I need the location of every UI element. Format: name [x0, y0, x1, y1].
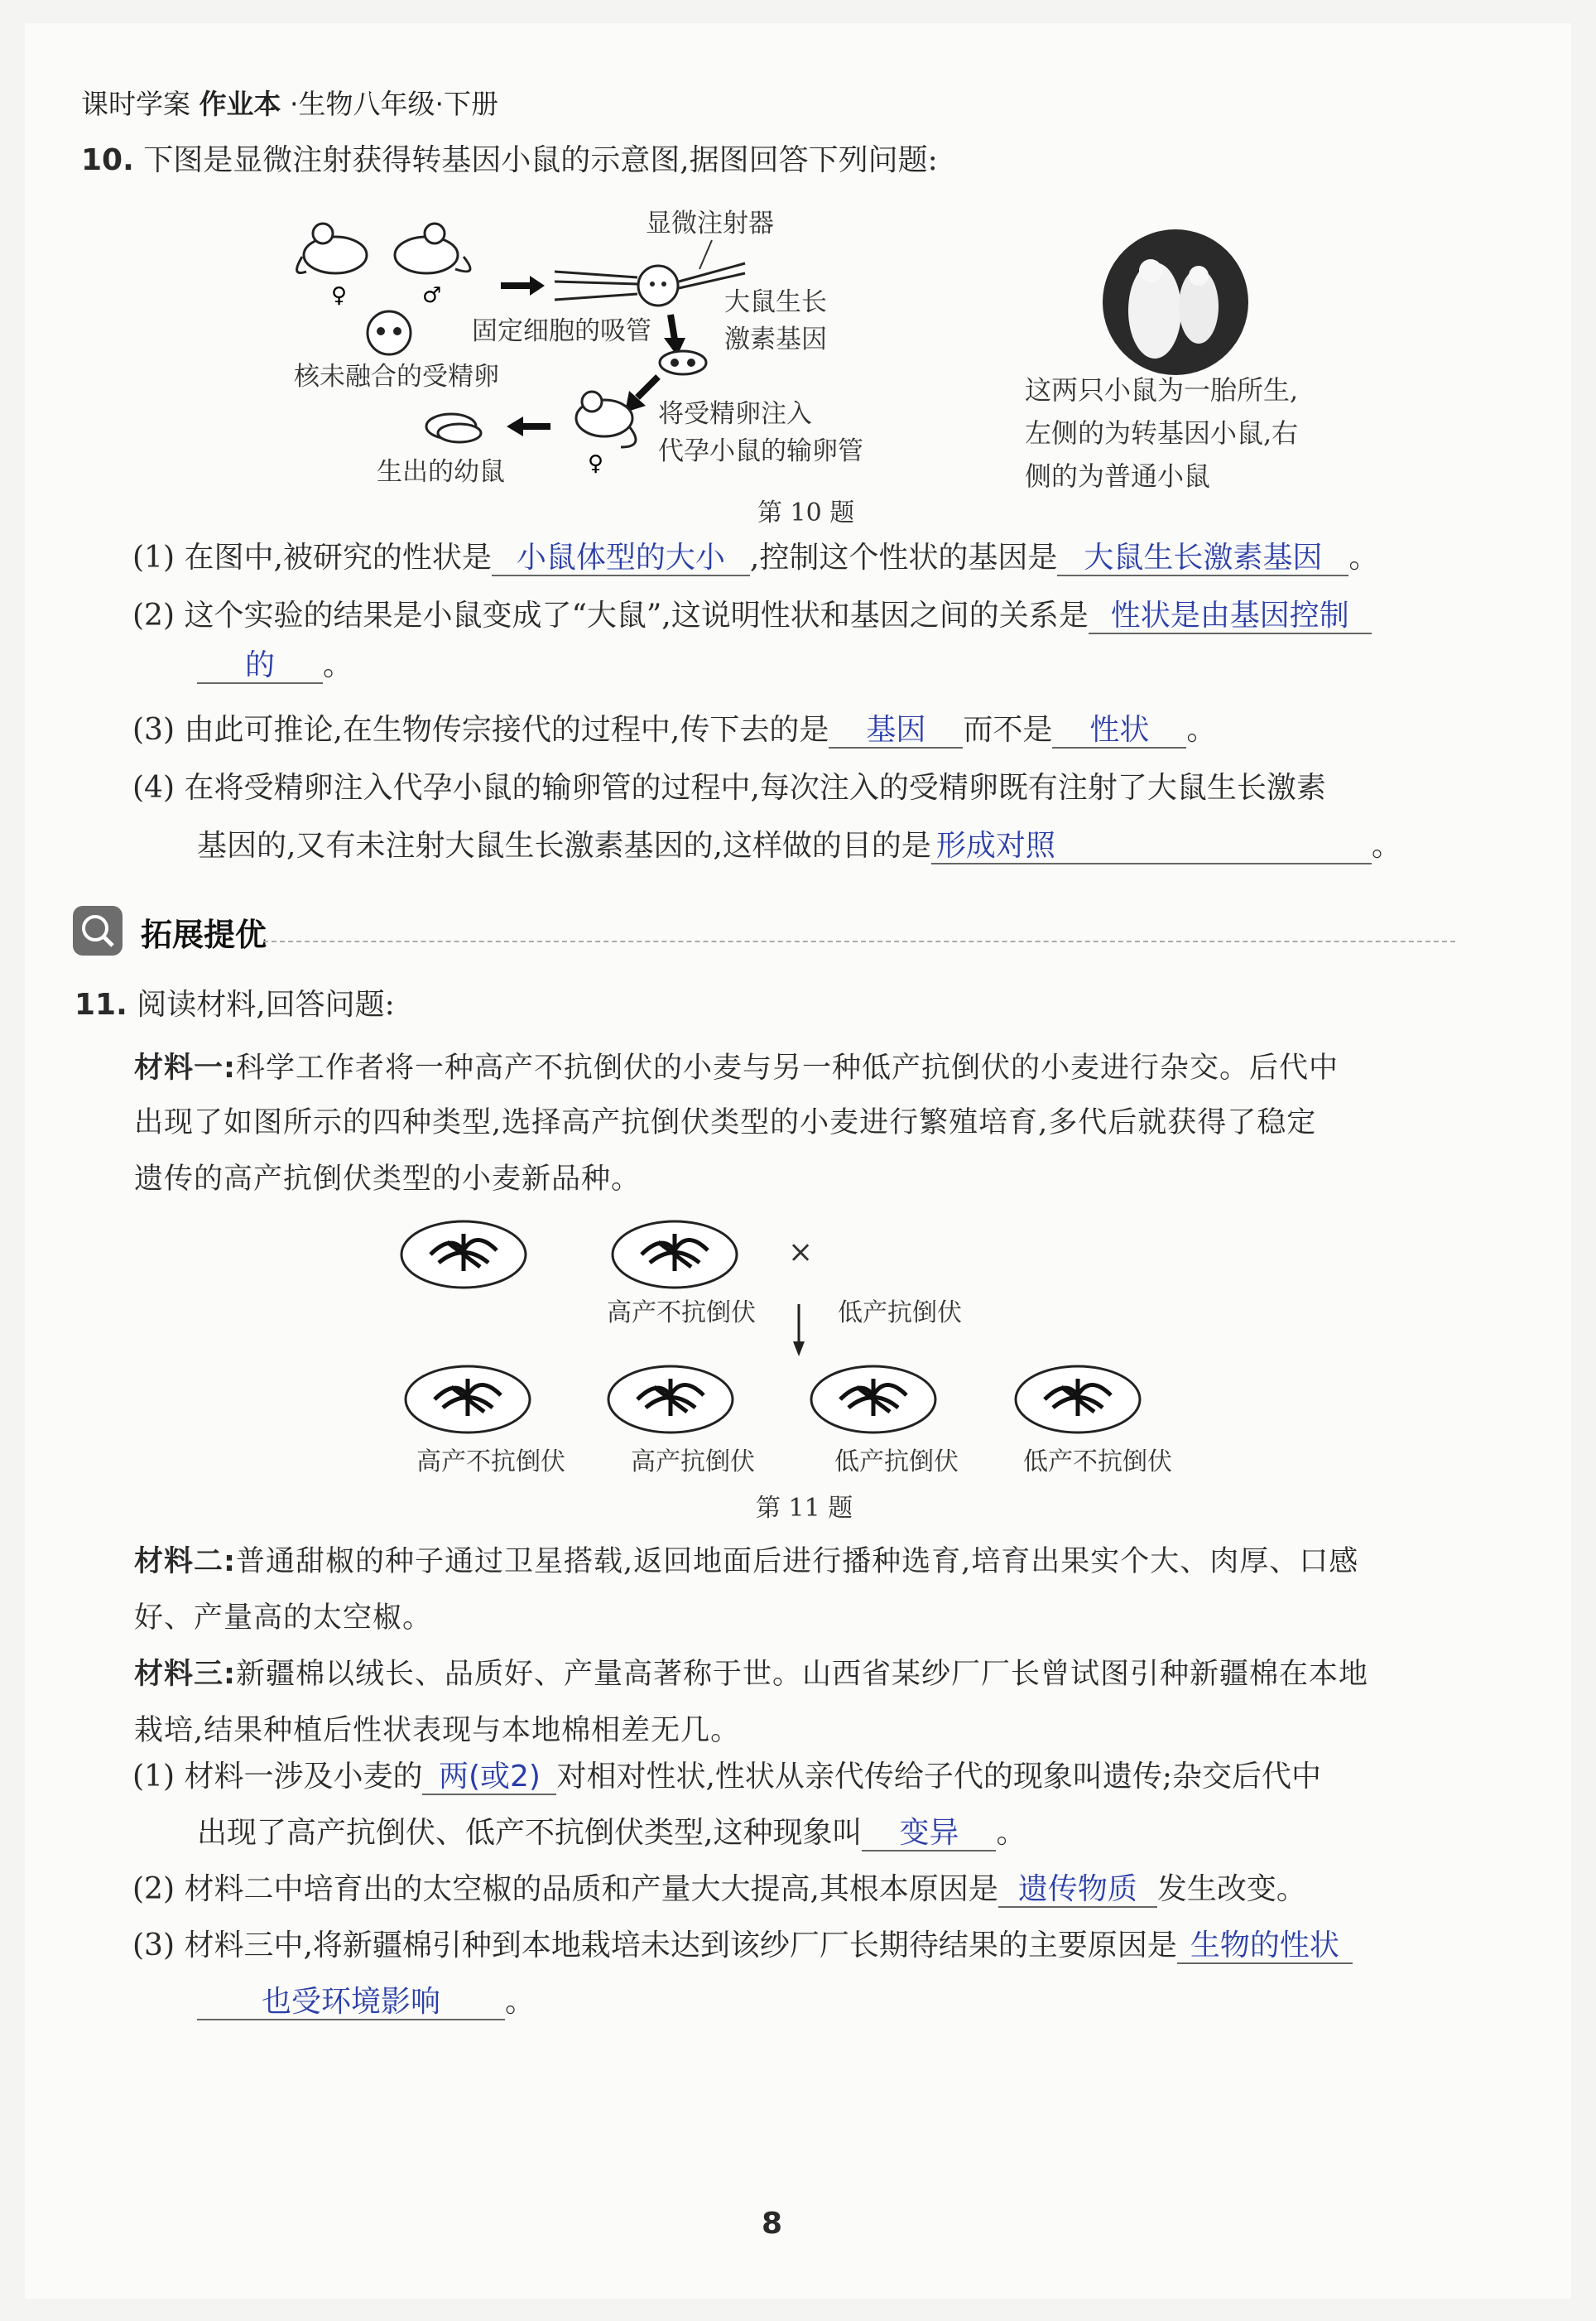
male-symbol: ♂ [422, 283, 442, 308]
photo-caption-3: 侧的为普通小鼠 [1025, 460, 1211, 492]
subject-title: ·生物八年级·下册 [290, 88, 498, 120]
q10-part1-text3: 。 [1348, 541, 1379, 575]
material-3-label: 材料三: [134, 1658, 236, 1691]
q10-part4-text1: 在将受精卵注入代孕小鼠的输卵管的过程中,每次注入的受精卵既有注射了大鼠生长激素 [184, 771, 1326, 805]
q10-part2-text1: 这个实验的结果是小鼠变成了“大鼠”,这说明性状和基因之间的关系是 [184, 599, 1089, 633]
q11-figure-caption: 第 11 题 [756, 1494, 853, 1523]
parent2-label: 低产抗倒伏 [838, 1298, 962, 1327]
q10-part4-cont [197, 828, 1401, 864]
q10-part2-label: (2) [132, 599, 175, 633]
child2-label: 高产抗倒伏 [631, 1447, 755, 1476]
q11-part2-text2: 发生改变。 [1156, 1872, 1306, 1906]
q11-part2-label: (2) [132, 1872, 175, 1906]
parent-mice-illustration [297, 224, 470, 273]
q10-part3-text1: 由此可推论,在生物传宗接代的过程中,传下去的是 [184, 713, 829, 747]
material-2-line1 [134, 1539, 1358, 1580]
page-header [81, 83, 498, 122]
inject-label-1: 将受精卵注入 [658, 399, 812, 429]
answer-blank-genetic-material[interactable]: 遗传物质 [998, 1872, 1157, 1908]
q10-part4-label: (4) [132, 771, 175, 805]
material-1-line1 [134, 1045, 1339, 1086]
q11-part1-cont [197, 1815, 1026, 1852]
material-1-label: 材料一: [134, 1052, 236, 1085]
gene-label-1: 大鼠生长 [724, 287, 827, 317]
q10-number: 10. [81, 143, 134, 177]
material-2-label: 材料二: [134, 1545, 236, 1578]
female-symbol: ♀ [331, 283, 348, 308]
q10-part2-cont [197, 648, 353, 684]
injected-eggs-icon [660, 351, 706, 374]
q10-part1-text2: ,控制这个性状的基因是 [749, 541, 1058, 575]
surrogate-mouse-illustration [576, 392, 636, 447]
q11-part1-text4: 。 [996, 1816, 1026, 1850]
q10-part3-label: (3) [132, 713, 175, 747]
answer-blank-gene[interactable]: 大鼠生长激素基因 [1057, 541, 1348, 576]
q10-part1 [132, 540, 1378, 576]
q10-part3-text3: 。 [1186, 713, 1217, 747]
material-3-line1 [134, 1651, 1368, 1693]
q10-part4 [132, 770, 1326, 806]
material-1-line3: 遗传的高产抗倒伏类型的小麦新品种。 [134, 1163, 642, 1196]
q11-stem [75, 987, 395, 1023]
q11-stem-text: 阅读材料,回答问题: [137, 988, 395, 1022]
q10-part3 [132, 712, 1216, 749]
material-2-text1: 普通甜椒的种子通过卫星搭载,返回地面后进行播种选育,培育出果实个大、肉厚、口感 [236, 1545, 1359, 1578]
parent1-label: 高产不抗倒伏 [607, 1298, 756, 1327]
q10-part4-text3: 。 [1371, 829, 1401, 863]
material-3-text1: 新疆棉以绒长、品质好、产量高著称于世。山西省某纱厂厂长曾试图引种新疆棉在本地 [236, 1658, 1369, 1691]
q10-part1-text1: 在图中,被研究的性状是 [184, 541, 492, 575]
injector-label: 显微注射器 [646, 209, 774, 238]
answer-blank-relation-2[interactable]: 的 [197, 648, 323, 684]
material-2-line2: 好、产量高的太空椒。 [134, 1601, 433, 1635]
section-divider [263, 941, 1455, 942]
surrogate-female-symbol: ♀ [588, 451, 604, 476]
q10-stem-text: 下图是显微注射获得转基因小鼠的示意图,据图回答下列问题: [143, 143, 938, 177]
q11-part3-cont [197, 1984, 535, 2020]
photo-caption-1: 这两只小鼠为一胎所生, [1025, 374, 1299, 406]
mice-photo [1101, 228, 1250, 377]
pipette-label: 固定细胞的吸管 [472, 316, 651, 346]
page-number: 8 [762, 2207, 783, 2241]
q10-part2-text2: 。 [323, 648, 353, 682]
q10-part1-label: (1) [132, 541, 175, 575]
answer-blank-reason-1[interactable]: 生物的性状 [1177, 1929, 1353, 1964]
photo-caption-2: 左侧的为转基因小鼠,右 [1025, 417, 1299, 449]
answer-blank-pairs[interactable]: 两(或2) [422, 1760, 556, 1795]
answer-blank-purpose[interactable]: 形成对照 [931, 829, 1372, 864]
q10-part4-text2: 基因的,又有未注射大鼠生长激素基因的,这样做的目的是 [197, 829, 931, 863]
answer-blank-reason-2[interactable]: 也受环境影响 [197, 1985, 505, 2020]
q11-part3-text1: 材料三中,将新疆棉引种到本地栽培未达到该纱厂厂长期待结果的主要原因是 [184, 1929, 1177, 1962]
q11-part3-label: (3) [132, 1929, 175, 1962]
material-1-line2: 出现了如图所示的四种类型,选择高产抗倒伏类型的小麦进行繁殖培育,多代后就获得了稳定 [134, 1106, 1317, 1139]
answer-blank-relation-1[interactable]: 性状是由基因控制 [1089, 599, 1372, 634]
q11-part1-text3: 出现了高产抗倒伏、低产不抗倒伏类型,这种现象叫 [197, 1816, 863, 1850]
section-header [73, 903, 1490, 961]
child3-label: 低产抗倒伏 [834, 1447, 959, 1476]
series-title: 作业本 [199, 88, 281, 120]
q11-part1-text2: 对相对性状,性状从亲代传给子代的现象叫遗传;杂交后代中 [556, 1760, 1322, 1794]
book-title: 课时学案 [81, 88, 190, 120]
fertilized-egg-icon [368, 311, 411, 354]
q10-part2 [132, 598, 1372, 634]
answer-blank-trait[interactable]: 小鼠体型的大小 [492, 541, 750, 576]
child1-label: 高产不抗倒伏 [416, 1447, 565, 1476]
q11-part1-label: (1) [132, 1760, 175, 1794]
pipette-illustration [555, 263, 745, 306]
q11-part2 [132, 1871, 1306, 1908]
section-title: 拓展提优 [141, 917, 267, 953]
gene-label-2: 激素基因 [724, 325, 827, 354]
q10-part3-text2: 而不是 [963, 713, 1053, 747]
q11-part3-text2: 。 [505, 1985, 536, 2019]
answer-blank-not-inherited[interactable]: 性状 [1052, 713, 1186, 749]
magnifier-icon [73, 906, 123, 956]
child4-label: 低产不抗倒伏 [1023, 1447, 1172, 1476]
inject-label-2: 代孕小鼠的输卵管 [658, 436, 863, 466]
q10-stem [81, 142, 938, 178]
baby-mice-illustration [426, 414, 481, 442]
answer-blank-inherited[interactable]: 基因 [829, 713, 963, 749]
q11-number: 11. [75, 988, 127, 1022]
q11-part1 [132, 1759, 1321, 1795]
egg-label: 核未融合的受精卵 [294, 362, 499, 392]
q11-part3 [132, 1928, 1353, 1964]
material-1-text1: 科学工作者将一种高产不抗倒伏的小麦与另一种低产抗倒伏的小麦进行杂交。后代中 [236, 1052, 1339, 1085]
q11-part2-text1: 材料二中培育出的太空椒的品质和产量大大提高,其根本原因是 [184, 1872, 998, 1906]
answer-blank-variation[interactable]: 变异 [862, 1816, 996, 1852]
q11-part1-text1: 材料一涉及小麦的 [184, 1760, 423, 1794]
offspring-label: 生出的幼鼠 [377, 457, 505, 487]
q10-figure-caption: 第 10 题 [757, 498, 855, 527]
cross-symbol: × [788, 1235, 814, 1269]
material-3-line2: 栽培,结果种植后性状表现与本地棉相差无几。 [134, 1714, 741, 1747]
